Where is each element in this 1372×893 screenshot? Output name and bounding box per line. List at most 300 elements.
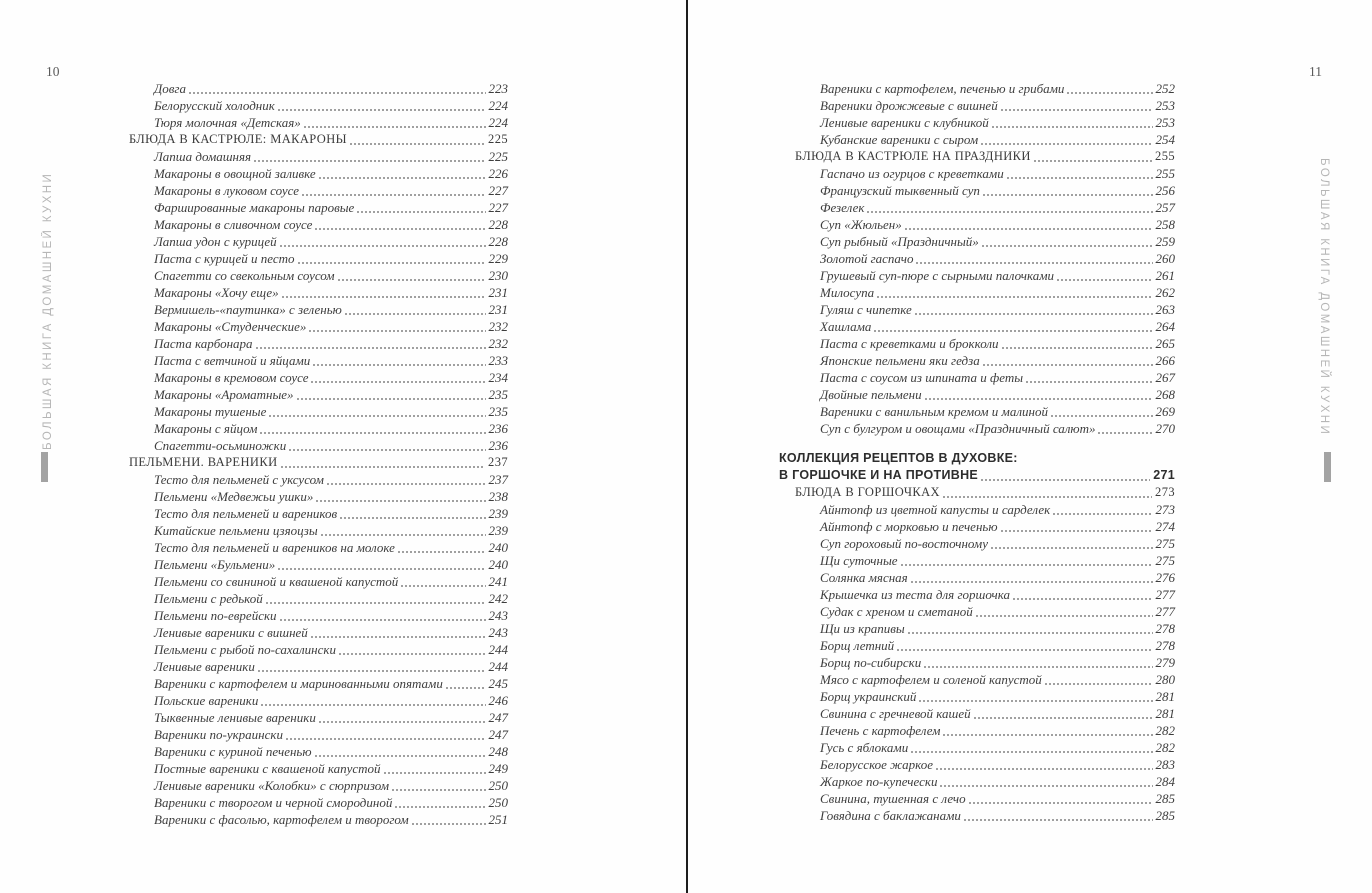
- dot-leader: [281, 454, 486, 471]
- toc-entry-title: Пельмени «Бульмени»: [154, 557, 276, 572]
- toc-entry-title: Борщ летний: [820, 638, 895, 653]
- dot-leader: [384, 760, 486, 777]
- side-accent-bar-right: [1324, 452, 1331, 482]
- toc-entry-page-number: 267: [1155, 370, 1175, 385]
- toc-section-heading: [779, 467, 1175, 484]
- dot-leader: [908, 620, 1153, 637]
- toc-entry: [113, 471, 508, 488]
- toc-entry: [779, 790, 1175, 807]
- dot-leader: [256, 335, 486, 352]
- toc-entry: [779, 114, 1175, 131]
- toc-entry-page-number: 228: [488, 234, 508, 249]
- toc-entry-page-number: 276: [1155, 570, 1175, 585]
- toc-entry: [113, 233, 508, 250]
- toc-entry-title: Борщ украинский: [820, 689, 917, 704]
- toc-entry-page-number: 250: [488, 778, 508, 793]
- toc-entry: [113, 369, 508, 386]
- toc-entry: [113, 777, 508, 794]
- dot-leader: [280, 607, 486, 624]
- toc-entry-title: КОЛЛЕКЦИЯ РЕЦЕПТОВ В ДУХОВКЕ:: [779, 451, 1018, 465]
- toc-entry-page-number: 231: [488, 285, 508, 300]
- toc-entry-page-number: 285: [1155, 791, 1175, 806]
- toc-entry: [779, 637, 1175, 654]
- toc-entry-title: БЛЮДА В КАСТРЮЛЕ: МАКАРОНЫ: [129, 132, 347, 146]
- toc-entry: [113, 216, 508, 233]
- dot-leader: [316, 488, 485, 505]
- toc-entry-title: Солянка мясная: [820, 570, 908, 585]
- toc-entry-title: Борщ по-сибирски: [820, 655, 922, 670]
- dot-leader: [189, 80, 486, 97]
- dot-leader: [398, 539, 486, 556]
- dot-leader: [309, 318, 485, 335]
- toc-entry-page-number: 235: [488, 404, 508, 419]
- toc-entry: [113, 199, 508, 216]
- toc-entry-title: Тыквенные ленивые вареники: [154, 710, 316, 725]
- dot-leader: [280, 233, 486, 250]
- toc-entry-title: БЛЮДА В ГОРШОЧКАХ: [795, 485, 940, 499]
- toc-entry-page-number: 269: [1155, 404, 1175, 419]
- dot-leader: [1026, 369, 1152, 386]
- dot-leader: [919, 688, 1152, 705]
- toc-entry-page-number: 237: [488, 455, 508, 469]
- toc-entry: [779, 756, 1175, 773]
- toc-entry: [113, 743, 508, 760]
- toc-entry: [779, 267, 1175, 284]
- dot-leader: [983, 352, 1153, 369]
- page-number-right: 11: [1309, 64, 1322, 79]
- toc-entry: [113, 641, 508, 658]
- toc-entry-page-number: 245: [488, 676, 508, 691]
- dot-leader: [258, 658, 486, 675]
- toc-chapter-heading: [113, 454, 508, 471]
- dot-leader: [976, 603, 1153, 620]
- toc-entry-title: В ГОРШОЧКЕ И НА ПРОТИВНЕ: [779, 468, 979, 482]
- toc-entry: [113, 335, 508, 352]
- toc-entry: [779, 688, 1175, 705]
- toc-entry-title: Айнтопф с морковью и печенью: [820, 519, 998, 534]
- toc-entry-page-number: 285: [1155, 808, 1175, 823]
- toc-entry: [113, 760, 508, 777]
- toc-entry-page-number: 242: [488, 591, 508, 606]
- toc-entry: [113, 488, 508, 505]
- toc-entry: [113, 267, 508, 284]
- toc-entry-title: Польские вареники: [154, 693, 259, 708]
- dot-leader: [897, 637, 1152, 654]
- dot-leader: [1051, 403, 1153, 420]
- dot-leader: [254, 148, 485, 165]
- dot-leader: [1001, 518, 1153, 535]
- toc-entry-title: Тюря молочная «Детская»: [154, 115, 301, 130]
- toc-entry-page-number: 239: [488, 523, 508, 538]
- toc-entry-title: Паста карбонара: [154, 336, 253, 351]
- toc-entry: [779, 552, 1175, 569]
- toc-entry-title: Жаркое по-купечески: [820, 774, 938, 789]
- toc-entry-title: Пельмени со свининой и квашеной капустой: [154, 574, 399, 589]
- toc-entry-title: ПЕЛЬМЕНИ. ВАРЕНИКИ: [129, 455, 278, 469]
- dot-leader: [282, 284, 486, 301]
- toc-entry-page-number: 251: [488, 812, 508, 827]
- toc-entry-title: Хашлама: [820, 319, 872, 334]
- dot-leader: [319, 165, 486, 182]
- toc-entry-page-number: 235: [488, 387, 508, 402]
- toc-entry-title: Паста с ветчиной и яйцами: [154, 353, 311, 368]
- dot-leader: [925, 386, 1153, 403]
- toc-entry-title: Гуляш с чипетке: [820, 302, 912, 317]
- toc-entry-page-number: 275: [1155, 553, 1175, 568]
- toc-entry: [779, 199, 1175, 216]
- toc-entry-page-number: 266: [1155, 353, 1175, 368]
- dot-leader: [1002, 335, 1153, 352]
- dot-leader: [297, 386, 486, 403]
- toc-entry-page-number: 258: [1155, 217, 1175, 232]
- toc-entry-page-number: 265: [1155, 336, 1175, 351]
- toc-entry-page-number: 240: [488, 540, 508, 555]
- toc-section-heading: [779, 450, 1175, 467]
- toc-entry-title: Крышечка из теста для горшочка: [820, 587, 1010, 602]
- toc-entry-title: Постные вареники с квашеной капустой: [154, 761, 381, 776]
- toc-entry-page-number: 270: [1155, 421, 1175, 436]
- toc-entry: [113, 505, 508, 522]
- toc-entry: [113, 114, 508, 131]
- toc-entry-title: Суп «Жюльен»: [820, 217, 902, 232]
- dot-leader: [338, 267, 486, 284]
- toc-entry-title: Гаспачо из огурцов с креветками: [820, 166, 1004, 181]
- toc-entry: [113, 675, 508, 692]
- toc-entry-title: Лапша удон с курицей: [154, 234, 277, 249]
- toc-entry-page-number: 260: [1155, 251, 1175, 266]
- toc-chapter-heading: [113, 131, 508, 148]
- toc-entry: [779, 654, 1175, 671]
- toc-entry: [113, 386, 508, 403]
- dot-leader: [911, 569, 1153, 586]
- dot-leader: [964, 807, 1153, 824]
- dot-leader: [1053, 501, 1152, 518]
- toc-entry: [113, 607, 508, 624]
- toc-entry-page-number: 256: [1155, 183, 1175, 198]
- dot-leader: [1034, 148, 1152, 165]
- toc-entry-page-number: 261: [1155, 268, 1175, 283]
- toc-entry: [779, 403, 1175, 420]
- toc-entry-page-number: 238: [488, 489, 508, 504]
- toc-entry-page-number: 277: [1155, 604, 1175, 619]
- toc-entry-title: Ленивые вареники: [154, 659, 255, 674]
- toc-entry: [113, 811, 508, 828]
- dot-leader: [992, 114, 1153, 131]
- toc-chapter-heading: [779, 484, 1175, 501]
- toc-entry-page-number: 227: [488, 200, 508, 215]
- toc-entry: [779, 80, 1175, 97]
- toc-entry: [779, 182, 1175, 199]
- toc-entry-page-number: 247: [488, 710, 508, 725]
- toc-entry-page-number: 243: [488, 608, 508, 623]
- dot-leader: [974, 705, 1153, 722]
- toc-entry-title: Говядина с баклажанами: [820, 808, 961, 823]
- toc-entry: [779, 250, 1175, 267]
- toc-entry-title: Макароны «Студенческие»: [154, 319, 307, 334]
- toc-entry-page-number: 246: [488, 693, 508, 708]
- toc-entry: [779, 518, 1175, 535]
- toc-left-column: [113, 80, 508, 828]
- toc-entry: [113, 692, 508, 709]
- dot-leader: [1057, 267, 1152, 284]
- toc-entry-page-number: 253: [1155, 98, 1175, 113]
- dot-leader: [982, 233, 1153, 250]
- toc-entry: [113, 726, 508, 743]
- toc-entry-title: Фезелек: [820, 200, 865, 215]
- toc-entry-page-number: 277: [1155, 587, 1175, 602]
- toc-entry-page-number: 241: [488, 574, 508, 589]
- toc-entry-title: Довга: [154, 81, 186, 96]
- toc-entry-page-number: 259: [1155, 234, 1175, 249]
- toc-entry: [779, 773, 1175, 790]
- toc-entry-title: Вареники с творогом и черной смородиной: [154, 795, 393, 810]
- toc-entry-title: Печень с картофелем: [820, 723, 941, 738]
- toc-entry-page-number: 253: [1155, 115, 1175, 130]
- side-accent-bar-left: [41, 452, 48, 482]
- toc-entry-title: Макароны «Ароматные»: [154, 387, 294, 402]
- toc-entry: [779, 586, 1175, 603]
- toc-entry-title: Вареники с фасолью, картофелем и творогом: [154, 812, 409, 827]
- toc-entry: [779, 807, 1175, 824]
- toc-entry-title: Спагетти со свекольным соусом: [154, 268, 335, 283]
- toc-entry-title: Пельмени с рыбой по-сахалински: [154, 642, 336, 657]
- toc-entry-page-number: 247: [488, 727, 508, 742]
- toc-entry-page-number: 232: [488, 319, 508, 334]
- dot-leader: [315, 216, 485, 233]
- dot-leader: [874, 318, 1152, 335]
- toc-entry-page-number: 232: [488, 336, 508, 351]
- toc-entry-page-number: 236: [488, 438, 508, 453]
- dot-leader: [311, 369, 485, 386]
- toc-entry-title: Пельмени по-еврейски: [154, 608, 277, 623]
- toc-entry: [113, 437, 508, 454]
- toc-entry: [113, 522, 508, 539]
- toc-entry-page-number: 225: [488, 149, 508, 164]
- toc-entry-page-number: 244: [488, 642, 508, 657]
- toc-entry-title: Паста с курицей и песто: [154, 251, 295, 266]
- dot-leader: [357, 199, 485, 216]
- toc-entry-title: Гусь с яблоками: [820, 740, 909, 755]
- dot-leader: [261, 692, 485, 709]
- toc-entry-title: Китайские пельмени цзяоцзы: [154, 523, 318, 538]
- toc-entry: [779, 131, 1175, 148]
- toc-entry-page-number: 255: [1155, 149, 1175, 163]
- toc-entry-page-number: 279: [1155, 655, 1175, 670]
- dot-leader: [395, 794, 485, 811]
- toc-entry-page-number: 263: [1155, 302, 1175, 317]
- dot-leader: [304, 114, 486, 131]
- dot-leader: [269, 403, 485, 420]
- dot-leader: [981, 467, 1150, 484]
- toc-entry-page-number: 274: [1155, 519, 1175, 534]
- toc-entry: [779, 335, 1175, 352]
- toc-entry-title: Грушевый суп-пюре с сырными палочками: [820, 268, 1055, 283]
- book-side-title-left: БОЛЬШАЯ КНИГА ДОМАШНЕЙ КУХНИ: [42, 171, 54, 450]
- dot-leader: [916, 250, 1152, 267]
- toc-entry-page-number: 231: [488, 302, 508, 317]
- toc-entry-title: Вермишель-«паутинка» с зеленью: [154, 302, 342, 317]
- toc-entry-title: Суп с булгуром и овощами «Праздничный салют»: [820, 421, 1096, 436]
- toc-entry-title: Японские пельмени яки гедза: [820, 353, 980, 368]
- toc-entry-page-number: 262: [1155, 285, 1175, 300]
- toc-entry-title: Макароны «Хочу еще»: [154, 285, 279, 300]
- toc-entry-title: Вареники с ванильным кремом и малиной: [820, 404, 1048, 419]
- toc-entry-page-number: 228: [488, 217, 508, 232]
- toc-entry-title: Вареники с куриной печенью: [154, 744, 312, 759]
- toc-entry-title: Тесто для пельменей с уксусом: [154, 472, 324, 487]
- dot-leader: [943, 722, 1152, 739]
- toc-entry-page-number: 224: [488, 115, 508, 130]
- dot-leader: [412, 811, 486, 828]
- toc-entry-page-number: 278: [1155, 638, 1175, 653]
- dot-leader: [981, 131, 1152, 148]
- toc-entry: [779, 501, 1175, 518]
- toc-entry-page-number: 233: [488, 353, 508, 368]
- dot-leader: [327, 471, 486, 488]
- toc-entry-page-number: 224: [488, 98, 508, 113]
- toc-entry-title: Макароны в сливочном соусе: [154, 217, 313, 232]
- toc-chapter-heading: [779, 148, 1175, 165]
- toc-entry-page-number: 257: [1155, 200, 1175, 215]
- toc-entry: [113, 624, 508, 641]
- toc-entry: [779, 301, 1175, 318]
- dot-leader: [924, 654, 1152, 671]
- toc-entry: [113, 284, 508, 301]
- dot-leader: [311, 624, 486, 641]
- toc-entry: [113, 352, 508, 369]
- toc-entry-page-number: 255: [1155, 166, 1175, 181]
- toc-entry-title: Тесто для пельменей и вареников на молоке: [154, 540, 395, 555]
- toc-entry-title: Лапша домашняя: [154, 149, 252, 164]
- toc-entry-page-number: 243: [488, 625, 508, 640]
- toc-entry-title: Макароны с яйцом: [154, 421, 258, 436]
- toc-entry-title: Вареники дрожжевые с вишней: [820, 98, 998, 113]
- toc-entry-page-number: 264: [1155, 319, 1175, 334]
- dot-leader: [319, 709, 486, 726]
- toc-entry-page-number: 236: [488, 421, 508, 436]
- dot-leader: [991, 535, 1153, 552]
- toc-entry-title: Щи из крапивы: [820, 621, 905, 636]
- toc-entry-title: Макароны в луковом соусе: [154, 183, 299, 198]
- page-number-left: 10: [46, 64, 60, 79]
- toc-entry: [113, 709, 508, 726]
- toc-entry-title: Свинина, тушенная с лечо: [820, 791, 966, 806]
- toc-entry: [113, 318, 508, 335]
- dot-leader: [302, 182, 486, 199]
- toc-entry: [779, 569, 1175, 586]
- toc-entry-title: Макароны в овощной заливке: [154, 166, 316, 181]
- toc-entry-title: Белорусское жаркое: [820, 757, 933, 772]
- toc-entry-page-number: 249: [488, 761, 508, 776]
- toc-entry: [779, 233, 1175, 250]
- toc-entry-title: Вареники с картофелем, печенью и грибами: [820, 81, 1065, 96]
- toc-entry-page-number: 280: [1155, 672, 1175, 687]
- dot-leader: [313, 352, 485, 369]
- toc-entry-page-number: 282: [1155, 740, 1175, 755]
- toc-entry-page-number: 278: [1155, 621, 1175, 636]
- dot-leader: [446, 675, 486, 692]
- toc-entry: [113, 165, 508, 182]
- toc-entry-title: Ленивые вареники с вишней: [154, 625, 308, 640]
- dot-leader: [1098, 420, 1152, 437]
- dot-leader: [1001, 97, 1153, 114]
- toc-entry-title: Вареники по-украински: [154, 727, 283, 742]
- toc-entry-page-number: 273: [1155, 485, 1175, 499]
- toc-right-column: [779, 80, 1175, 824]
- dot-leader: [943, 484, 1152, 501]
- toc-entry: [779, 352, 1175, 369]
- toc-entry: [779, 369, 1175, 386]
- toc-entry-title: Белорусский холодник: [154, 98, 275, 113]
- toc-entry-page-number: 240: [488, 557, 508, 572]
- toc-entry-title: Паста с креветками и брокколи: [820, 336, 999, 351]
- dot-leader: [340, 505, 485, 522]
- dot-leader: [936, 756, 1153, 773]
- toc-entry-title: Макароны в кремовом соусе: [154, 370, 309, 385]
- toc-entry-page-number: 229: [488, 251, 508, 266]
- toc-entry: [779, 216, 1175, 233]
- toc-entry-page-number: 273: [1155, 502, 1175, 517]
- toc-entry: [113, 420, 508, 437]
- toc-entry-title: Мясо с картофелем и соленой капустой: [820, 672, 1042, 687]
- toc-entry-page-number: 226: [488, 166, 508, 181]
- dot-leader: [911, 739, 1152, 756]
- dot-leader: [1067, 80, 1152, 97]
- toc-entry-page-number: 281: [1155, 706, 1175, 721]
- toc-entry: [779, 705, 1175, 722]
- toc-entry-title: Золотой гаспачо: [820, 251, 914, 266]
- dot-leader: [345, 301, 486, 318]
- toc-entry: [779, 165, 1175, 182]
- toc-entry-title: БЛЮДА В КАСТРЮЛЕ НА ПРАЗДНИКИ: [795, 149, 1031, 163]
- toc-entry-title: Кубанские вареники с сыром: [820, 132, 979, 147]
- toc-entry-title: Суп гороховый по-восточному: [820, 536, 988, 551]
- toc-entry: [113, 80, 508, 97]
- dot-leader: [298, 250, 486, 267]
- toc-entry-title: Вареники с картофелем и маринованными опятами: [154, 676, 443, 691]
- toc-entry: [113, 148, 508, 165]
- dot-leader: [350, 131, 485, 148]
- dot-leader: [392, 777, 485, 794]
- toc-entry-title: Французский тыквенный суп: [820, 183, 980, 198]
- toc-entry-page-number: 284: [1155, 774, 1175, 789]
- toc-entry-title: Паста с соусом из шпината и феты: [820, 370, 1024, 385]
- page-gutter-divider: [686, 0, 688, 893]
- toc-entry: [779, 739, 1175, 756]
- toc-entry-title: Судак с хреном и сметаной: [820, 604, 973, 619]
- dot-leader: [969, 790, 1153, 807]
- toc-entry-page-number: 281: [1155, 689, 1175, 704]
- toc-entry-page-number: 225: [488, 132, 508, 146]
- toc-entry-title: Свинина с гречневой кашей: [820, 706, 971, 721]
- toc-entry: [113, 658, 508, 675]
- toc-entry: [113, 250, 508, 267]
- dot-leader: [877, 284, 1152, 301]
- toc-entry: [113, 182, 508, 199]
- toc-entry-title: Спагетти-осьминожки: [154, 438, 287, 453]
- toc-entry: [779, 386, 1175, 403]
- toc-entry-title: Милосупа: [820, 285, 875, 300]
- toc-entry-title: Двойные пельмени: [820, 387, 922, 402]
- dot-leader: [260, 420, 485, 437]
- toc-entry-title: Ленивые вареники с клубникой: [820, 115, 989, 130]
- toc-entry: [779, 97, 1175, 114]
- toc-entry-title: Айнтопф из цветной капусты и сарделек: [820, 502, 1051, 517]
- dot-leader: [1045, 671, 1153, 688]
- toc-entry-page-number: 237: [488, 472, 508, 487]
- dot-leader: [286, 726, 486, 743]
- toc-entry-page-number: 283: [1155, 757, 1175, 772]
